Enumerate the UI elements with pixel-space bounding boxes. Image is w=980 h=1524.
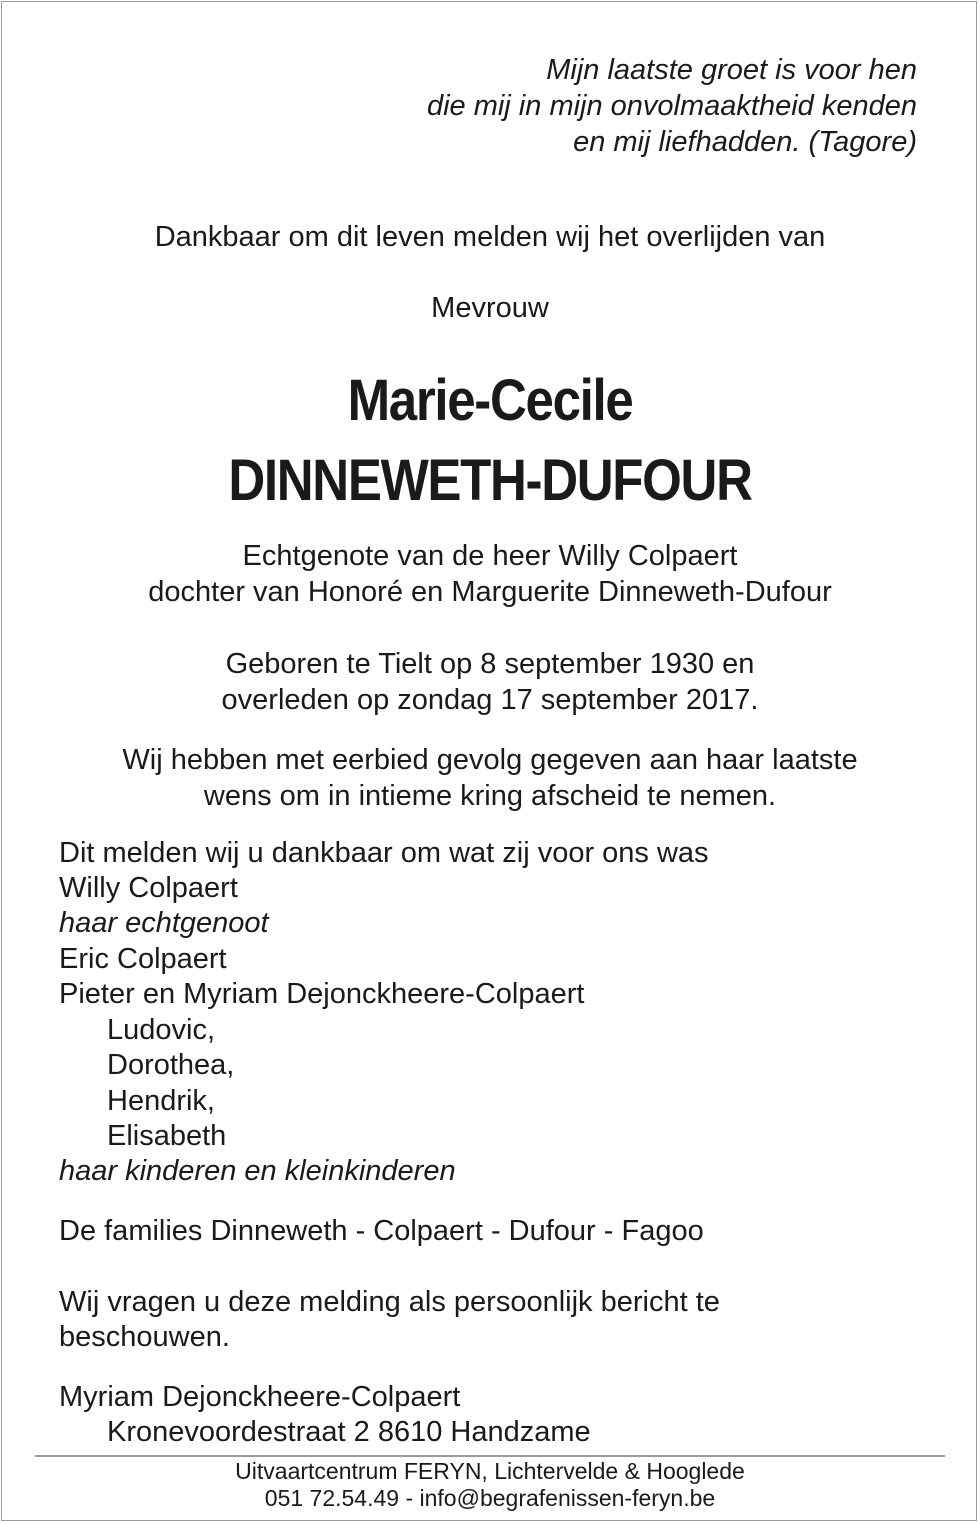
quote-line-3: en mij liefhadden. (Tagore) bbox=[573, 126, 917, 158]
quote-line-2: die mij in mijn onvolmaaktheid kenden bbox=[426, 90, 917, 122]
relation-line-1: Echtgenote van de heer Willy Colpaert bbox=[242, 540, 738, 572]
grandchild-1: Ludovic, bbox=[107, 1014, 216, 1046]
footer-line-1: Uitvaartcentrum FERYN, Lichtervelde & Hooglede bbox=[235, 1458, 745, 1484]
quote-line-1: Mijn laatste groet is voor hen bbox=[546, 54, 917, 86]
grandchild-4: Elisabeth bbox=[107, 1120, 227, 1152]
mourner-spouse: Willy Colpaert bbox=[59, 872, 238, 904]
footer-line-2: 051 72.54.49 - info@begrafenissen-feryn.be bbox=[264, 1485, 716, 1511]
wish-line-2: wens om in intieme kring afscheid te nemen. bbox=[203, 780, 777, 812]
dates-line-2: overleden op zondag 17 september 2017. bbox=[221, 684, 759, 716]
grandchild-3: Hendrik, bbox=[107, 1085, 215, 1117]
wish-line-1: Wij hebben met eerbied gevolg gegeven aan haar laatste bbox=[122, 744, 858, 776]
request-line-1: Wij vragen u deze melding als persoonlijk bericht te bbox=[59, 1286, 720, 1318]
mourner-children-role: haar kinderen en kleinkinderen bbox=[59, 1155, 456, 1187]
grandchild-2: Dorothea, bbox=[107, 1049, 235, 1081]
dates-line-1: Geboren te Tielt op 8 september 1930 en bbox=[225, 648, 755, 680]
mourners-heading: Dit melden wij u dankbaar om wat zij voor ons was bbox=[59, 837, 709, 869]
footer-divider bbox=[35, 1455, 945, 1457]
families-line: De families Dinneweth - Colpaert - Dufour - Fagoo bbox=[59, 1215, 704, 1247]
mourner-child-2: Pieter en Myriam Dejonckheere-Colpaert bbox=[59, 978, 585, 1010]
relation-line-2: dochter van Honoré en Marguerite Dinneweth-Dufour bbox=[148, 576, 832, 608]
contact-name: Myriam Dejonckheere-Colpaert bbox=[59, 1381, 461, 1413]
deceased-surname: DINNEWETH-DUFOUR bbox=[228, 448, 752, 513]
salutation: Mevrouw bbox=[431, 292, 549, 324]
mourner-child-1: Eric Colpaert bbox=[59, 943, 227, 975]
deceased-first-name: Marie-Cecile bbox=[347, 368, 633, 433]
mourner-spouse-role: haar echtgenoot bbox=[59, 907, 269, 939]
contact-address: Kronevoordestraat 2 8610 Handzame bbox=[107, 1416, 591, 1448]
request-line-2: beschouwen. bbox=[59, 1321, 230, 1353]
intro-text: Dankbaar om dit leven melden wij het overlijden van bbox=[154, 221, 826, 253]
